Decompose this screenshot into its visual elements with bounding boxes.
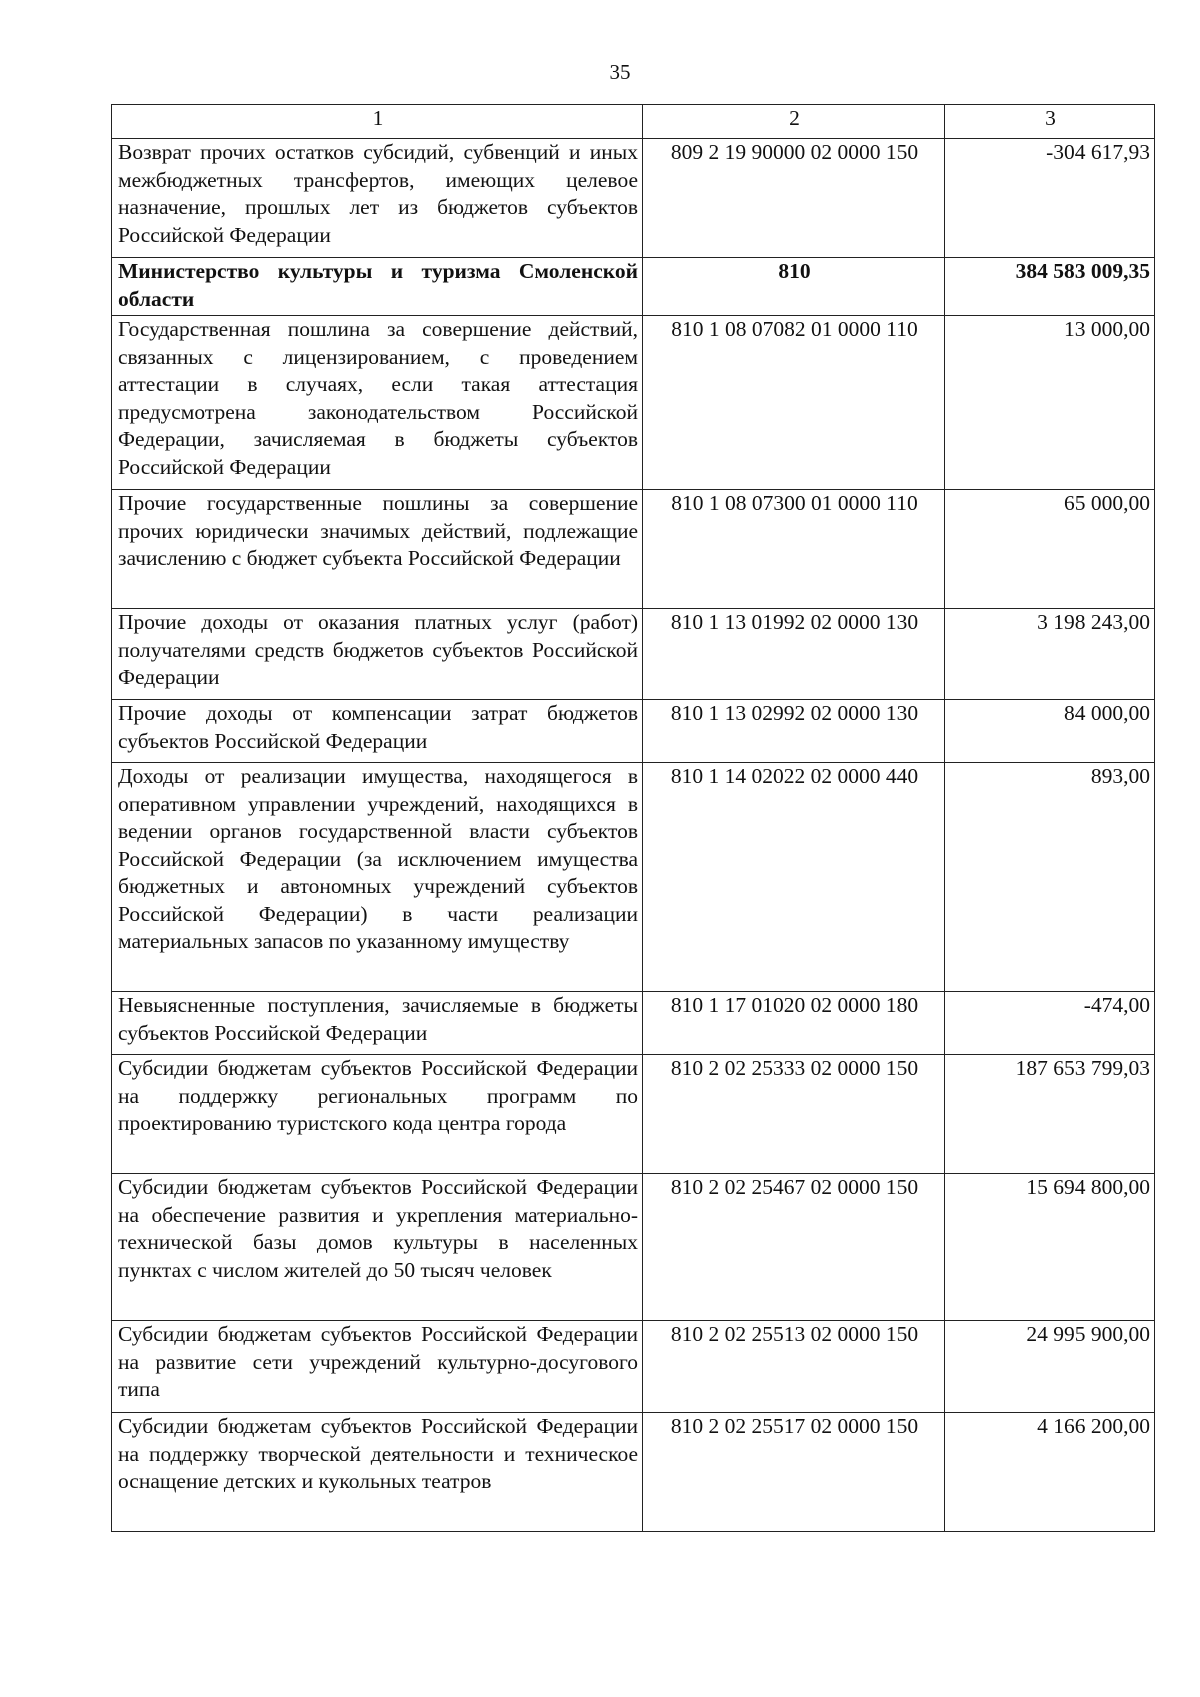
row-name: Субсидии бюджетам субъектов Российской Федерации на обеспечение развития и укрепления материально-технической базы домов культуры в населенных пунктах с числом жителей до 50 тысяч человек [112,1174,643,1321]
table-row [112,1174,1155,1321]
row-amount: -474,00 [945,992,1155,1055]
row-code: 810 1 13 01992 02 0000 130 [643,609,945,700]
table-row [112,1413,1155,1532]
table-row [112,700,1155,763]
row-name: Государственная пошлина за совершение действий, связанных с лицензированием, с проведением аттестации в случаях, если такая аттестация предусмотрена законодательством Российской Федерации, зачисляемая в бюджеты субъектов Российской Федерации [112,316,643,490]
row-name: Доходы от реализации имущества, находящегося в оперативном управлении учреждений, находящихся в ведении органов государственной власти субъектов Российской Федерации (за исключением имущества бюджетных и автономных учреждений субъектов Российской Федерации) в части реализации материальных запасов по указанному имуществу [112,763,643,992]
row-code: 809 2 19 90000 02 0000 150 [643,139,945,258]
row-code: 810 2 02 25513 02 0000 150 [643,1321,945,1413]
row-amount: 24 995 900,00 [945,1321,1155,1413]
row-amount: 187 653 799,03 [945,1055,1155,1174]
row-amount: -304 617,93 [945,139,1155,258]
row-amount: 15 694 800,00 [945,1174,1155,1321]
row-name: Субсидии бюджетам субъектов Российской Федерации на поддержку творческой деятельности и техническое оснащение детских и кукольных театров [112,1413,643,1532]
table-header-row [112,105,1155,139]
row-name: Субсидии бюджетам субъектов Российской Федерации на развитие сети учреждений культурно-досугового типа [112,1321,643,1413]
row-code: 810 2 02 25467 02 0000 150 [643,1174,945,1321]
revenue-table [111,104,1155,1532]
table-row [112,609,1155,700]
row-code: 810 1 14 02022 02 0000 440 [643,763,945,992]
table-row [112,316,1155,490]
row-amount: 4 166 200,00 [945,1413,1155,1532]
row-name: Невыясненные поступления, зачисляемые в бюджеты субъектов Российской Федерации [112,992,643,1055]
table-row [112,1055,1155,1174]
row-amount: 84 000,00 [945,700,1155,763]
table-row [112,1321,1155,1413]
row-amount: 3 198 243,00 [945,609,1155,700]
column-header-2: 2 [643,105,945,139]
row-name: Возврат прочих остатков субсидий, субвенций и иных межбюджетных трансфертов, имеющих целевое назначение, прошлых лет из бюджетов субъектов Российской Федерации [112,139,643,258]
table-row [112,992,1155,1055]
row-name: Субсидии бюджетам субъектов Российской Федерации на поддержку региональных программ по проектированию туристского кода центра города [112,1055,643,1174]
row-name: Прочие государственные пошлины за совершение прочих юридически значимых действий, подлежащие зачислению с бюджет субъекта Российской Федерации [112,490,643,609]
row-amount: 893,00 [945,763,1155,992]
row-code: 810 [643,258,945,316]
row-code: 810 1 08 07300 01 0000 110 [643,490,945,609]
row-amount: 13 000,00 [945,316,1155,490]
table-row [112,490,1155,609]
row-name: Министерство культуры и туризма Смоленской области [112,258,643,316]
row-code: 810 2 02 25517 02 0000 150 [643,1413,945,1532]
row-code: 810 1 17 01020 02 0000 180 [643,992,945,1055]
row-name: Прочие доходы от компенсации затрат бюджетов субъектов Российской Федерации [112,700,643,763]
column-header-1: 1 [112,105,643,139]
table-row [112,763,1155,992]
row-amount: 384 583 009,35 [945,258,1155,316]
row-code: 810 1 13 02992 02 0000 130 [643,700,945,763]
table-row-ministry [112,258,1155,316]
row-name: Прочие доходы от оказания платных услуг (работ) получателями средств бюджетов субъектов Российской Федерации [112,609,643,700]
row-code: 810 1 08 07082 01 0000 110 [643,316,945,490]
page-number: 35 [609,60,631,84]
table-row [112,139,1155,258]
row-code: 810 2 02 25333 02 0000 150 [643,1055,945,1174]
column-header-3: 3 [945,105,1155,139]
row-amount: 65 000,00 [945,490,1155,609]
